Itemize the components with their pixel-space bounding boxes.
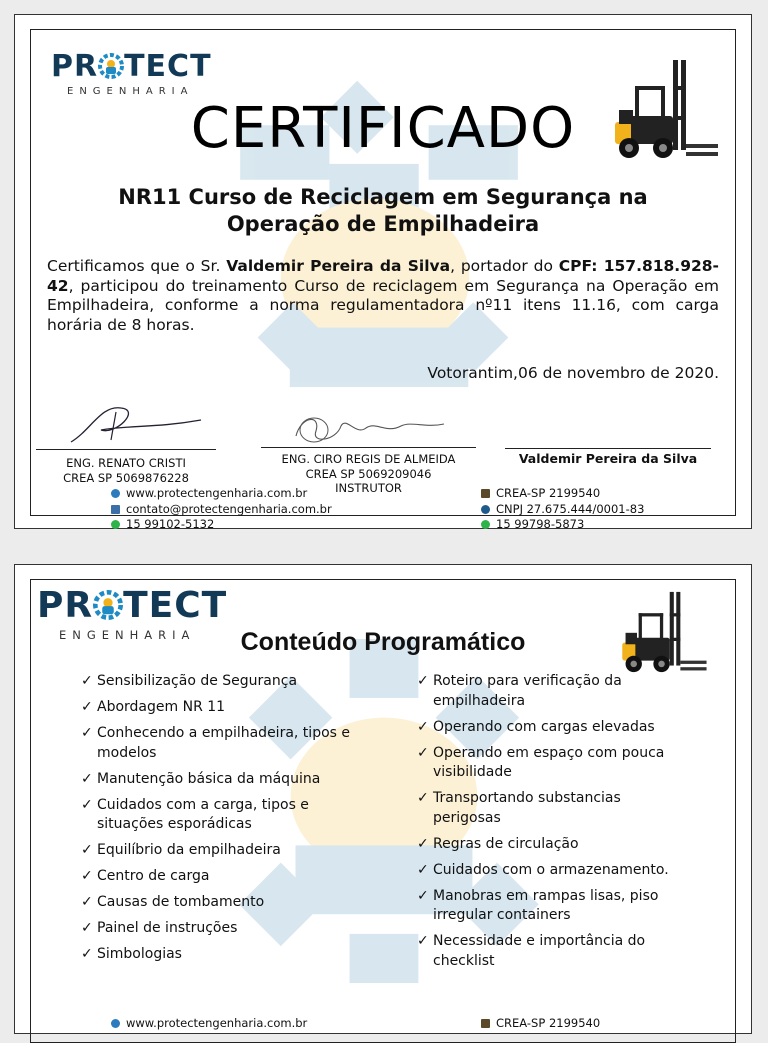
participant-cpf: CPF: 157.818.928-42 [47,257,719,295]
program-list-item-text: Transportando substancias perigosas [433,790,621,826]
contact-crea-text: CREA-SP 2199540 [496,486,601,500]
checkmark-icon: ✓ [417,744,429,761]
program-list-item-text: Operando em espaço com pouca visibilidade [433,744,665,780]
certificate-page [14,14,752,529]
checkmark-icon: ✓ [81,699,93,715]
program-list-item-text: Simbologias [97,946,182,962]
logo-subtitle: ENGENHARIA [59,628,196,642]
id-card-icon [481,489,490,498]
checkmark-icon: ✓ [417,718,429,735]
program-list-item-text: Manutenção básica da máquina [97,770,321,787]
program-list-item-text: Equilíbrio da empilhadeira [97,842,281,858]
footer-website [111,1016,307,1032]
program-list-item-text: Conhecendo a empilhadeira, tipos e modelos [97,725,350,761]
program-list-item-text: Operando com cargas elevadas [433,718,655,735]
logo-word-post: TECT [123,585,228,626]
program-list-item [81,919,371,939]
certificate-date: Votorantim,06 de novembro de 2020. [427,364,719,382]
program-list-item [81,724,371,763]
program-left-list [81,672,371,971]
footer-website-text: www.protectengenharia.com.br [126,1016,308,1030]
checkmark-icon: ✓ [417,790,429,806]
emblem-icon [481,505,490,514]
whatsapp-icon [111,520,120,529]
program-list-item [81,945,371,965]
contact-phone-2 [481,517,644,533]
signature-1-image [61,400,211,450]
id-card-icon [481,1019,490,1028]
checkmark-icon: ✓ [417,933,429,949]
program-title: Conteúdo Programático [240,628,526,656]
contact-phone-1 [111,517,332,533]
program-list-item [417,932,687,971]
checkmark-icon: ✓ [81,920,93,936]
checkmark-icon: ✓ [417,861,429,878]
footer-crea [481,1016,600,1032]
logo-gear-icon [93,590,123,620]
signature-2-name: ENG. CIRO REGIS DE ALMEIDA [281,452,456,466]
signature-2-image [286,406,456,450]
whatsapp-icon [481,520,490,529]
course-title-line2: Operação de Empilhadeira [226,212,540,236]
signature-1 [36,456,216,485]
program-list-item [417,887,687,926]
mail-icon [111,505,120,514]
checkmark-icon: ✓ [81,725,93,741]
contacts-left [111,486,332,533]
signature-3-line [505,448,711,449]
course-title-line1: NR11 Curso de Reciclagem em Segurança na [118,185,648,209]
contact-cnpj-text: CNPJ 27.675.444/0001-83 [496,501,645,516]
program-footer-right [481,1016,600,1032]
company-logo [51,49,212,97]
program-list-item-text: Centro de carga [97,868,210,884]
program-list-item [81,841,371,861]
signature-2-role: INSTRUTOR [335,481,402,495]
program-frame [30,579,736,1043]
logo-word-pre: PR [37,585,94,626]
logo-word-pre: PR [51,49,99,84]
program-list-item-text: Roteiro para verificação da empilhadeira [433,673,622,709]
contact-crea [481,486,644,502]
checkmark-icon: ✓ [81,868,93,884]
checkmark-icon: ✓ [81,842,93,858]
contact-email [111,502,332,518]
checkmark-icon: ✓ [81,946,93,962]
program-list-item-text: Necessidade e importância do checklist [433,933,646,969]
checkmark-icon: ✓ [81,796,93,813]
program-list-item [81,893,371,913]
footer-crea-text: CREA-SP 2199540 [496,1016,601,1030]
program-list-item [417,861,687,881]
checkmark-icon: ✓ [417,835,429,852]
contact-email-text: contato@protectengenharia.com.br [126,501,332,516]
signature-1-line [36,449,216,450]
checkmark-icon: ✓ [81,673,93,689]
program-list-item [417,744,687,783]
program-footer-left [111,1016,307,1032]
program-list-item-text: Causas de tombamento [97,894,265,910]
checkmark-icon: ✓ [417,673,429,689]
program-list-item [81,867,371,887]
contact-phone-1-text: 15 99102-5132 [126,517,215,531]
program-list-item-text: Regras de circulação [433,835,579,852]
program-list-item [81,698,371,718]
program-list-item-text: Cuidados com a carga, tipos e situações esporádicas [97,796,309,832]
contact-website-text: www.protectengenharia.com.br [126,486,308,500]
program-list-item [417,789,687,828]
certificate-title: CERTIFICADO [190,96,576,161]
program-list-item [81,796,371,835]
program-list-item-text: Painel de instruções [97,920,238,936]
program-list-item [81,672,371,692]
program-list-item-text: Abordagem NR 11 [97,699,226,715]
course-title [51,184,715,238]
checkmark-icon: ✓ [81,894,93,910]
signature-3-name: Valdemir Pereira da Silva [518,451,698,466]
certificate-body [47,257,719,335]
body-text-post: , participou do treinamento Curso de reciclagem em Segurança na Operação em Empilhadeira, conforme a norma regulamentadora nº11 itens 11.16, com carga horária de 8 horas. [47,276,719,334]
participant-name: Valdemir Pereira da Silva [226,257,451,275]
globe-icon [111,489,120,498]
contact-cnpj [481,502,644,518]
checkmark-icon: ✓ [81,770,93,787]
program-list-item [81,770,371,790]
signature-2-crea: CREA SP 5069209046 [305,466,432,481]
program-right-list [417,672,687,978]
signature-3 [505,452,711,467]
globe-icon [111,1019,120,1028]
signature-2-line [261,447,476,448]
program-list-item [417,672,687,711]
program-list-item [417,835,687,855]
body-text-pre: Certificamos que o Sr. [47,257,227,275]
checkmark-icon: ✓ [417,887,429,904]
program-list-item-text: Cuidados com o armazenamento. [433,861,669,878]
program-list-item-text: Sensibilização de Segurança [97,673,298,689]
contacts-right [481,486,644,533]
signature-1-crea: CREA SP 5069876228 [63,470,189,485]
certificate-frame [30,29,736,531]
program-list-item-text: Manobras em rampas lisas, piso irregular containers [433,887,659,923]
logo-word-post: TECT [124,49,212,84]
body-text-mid: , portador do [450,257,559,275]
contact-phone-2-text: 15 99798-5873 [496,517,585,531]
signature-1-name: ENG. RENATO CRISTI [66,456,186,470]
logo-gear-icon [98,53,124,79]
logo-subtitle: ENGENHARIA [67,86,194,97]
program-page [14,564,752,1034]
contact-website [111,486,332,502]
program-list-item [417,718,687,738]
